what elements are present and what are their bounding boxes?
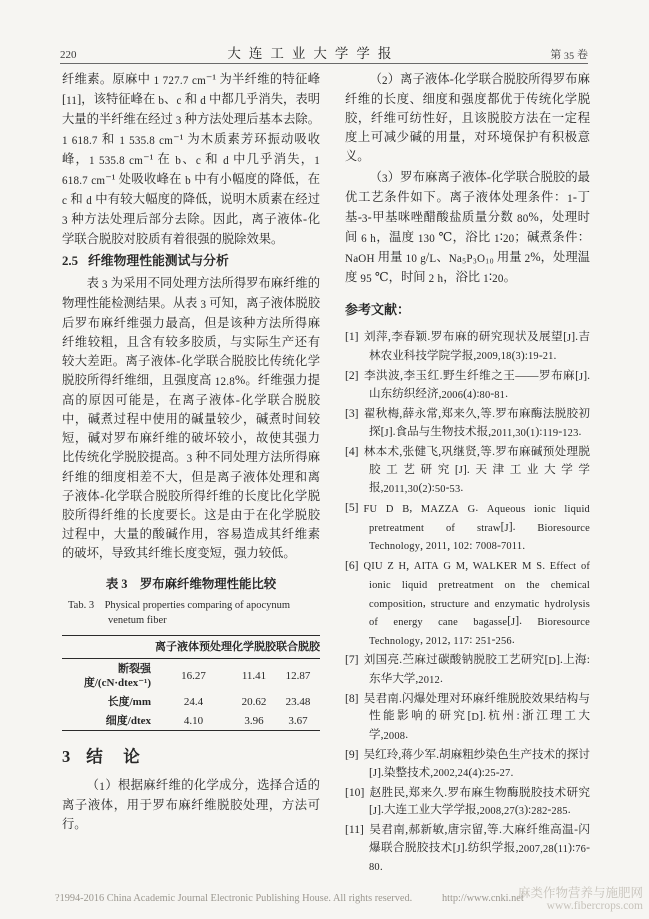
body-paragraph: 纤维素。原麻中 1 727.7 cm⁻¹ 为半纤维的特征峰[11]，该特征峰在 b、c 和 d 中都几乎消失，表明大量的半纤维在经过 3 种方法处理后基本去除。1 618.7 和 1 535.8 cm⁻¹ 为木质素芳环振动吸收峰，1 535.8 cm⁻¹ 在 b、c 和 d 中几乎消失，1 618.7 cm⁻¹ 处吸收峰在 b 中有小幅度的降低，在 c 和 d 中有较大幅度的降低，说明木质素在经过 3 种方法处理后部分去除。因此，离子液体-化学联合脱胶对胶质有着很强的脱除效果。 bbox=[62, 72, 321, 246]
reference-item bbox=[345, 651, 590, 688]
section-heading-2-5 bbox=[62, 252, 320, 271]
reference-item bbox=[345, 690, 590, 745]
reference-label: [11] bbox=[345, 823, 364, 837]
cell-value: 20.62 bbox=[241, 695, 267, 708]
reference-text: 林本术,张健飞,巩继贤,等.罗布麻碱预处理脱胶工艺研究[J].天津工业大学学报,2011,30(2):50-53. bbox=[363, 445, 590, 496]
cell-value: 11.41 bbox=[241, 669, 267, 682]
row-label: 长度/mm bbox=[107, 695, 151, 708]
cell-value: 24.4 bbox=[183, 695, 204, 708]
section-title: 结 论 bbox=[86, 747, 142, 766]
left-column bbox=[62, 70, 320, 836]
reference-item bbox=[345, 328, 590, 365]
table-caption-en: Tab. 3 Physical properties comparing of apocynum venetum fiber bbox=[68, 600, 291, 626]
reference-label: [6] bbox=[345, 558, 359, 572]
table-header-combined: 联合脱胶 bbox=[276, 641, 320, 653]
physical-properties-table bbox=[62, 635, 320, 731]
cell-value: 16.27 bbox=[181, 669, 206, 682]
cell-value: 3.96 bbox=[244, 714, 264, 727]
reference-text: 赵胜民,郑来久.罗布麻生物酶脱胶技术研究[J].大连工业大学学报,2008,27(3):282-285. bbox=[369, 785, 590, 818]
conclusion-paragraph-2: （2）离子液体-化学联合脱胶所得罗布麻纤维的长度、细度和强度都优于传统化学脱胶，纤维可纺性好，且该脱胶方法在一定程度上可减少碱的用量，对环境保护有积极意义。 bbox=[345, 72, 590, 163]
reference-text: 刘萍,李春颖.罗布麻的研究现状及展望[J].吉林农业科技学院学报,2009,18(3):19-21. bbox=[363, 330, 590, 363]
references-heading: 参考文献： bbox=[345, 302, 411, 317]
reference-label: [3] bbox=[345, 407, 359, 421]
reference-item bbox=[345, 557, 590, 650]
body-paragraph: 表 3 为采用不同处理方法所得罗布麻纤维的物理性能检测结果。从表 3 可知，离子液体脱胶后罗布麻纤维强力最高，但是该种方法所得麻纤维较粗，且含有较多胶质，与实际生产还有较大差距。离子液体-化学联合脱胶比传统化学脱胶所得纤维细，且强度高 12.8%。纤维强力提高的原因可能是，在离子液体-化学联合脱胶中，碱煮过程中使用的碱量较少，碱煮时间较短，碱对罗布麻纤维的破坏较小，故使其强力比传统化学脱胶提高。3 种不同处理方法所得麻纤维的细度相差不大，但是离子液体处理和离子液体-化学联合脱胶所得纤维的长度比化学脱胶所得纤维的长度要长。这是由于在化学脱胶过程中，大量的酸碱作用，容易造成其纤维素的破坏，导致其纤维长度变短，强力较低。 bbox=[62, 276, 321, 560]
section-number: 2.5 bbox=[62, 254, 78, 268]
right-column bbox=[345, 70, 590, 878]
copyright-text: ?1994-2016 China Academic Journal Electronic Publishing House. All rights reserved. bbox=[55, 893, 413, 904]
cell-value: 3.67 bbox=[288, 714, 308, 727]
table-header-chemical: 化学脱胶 bbox=[232, 641, 276, 653]
table-header-ionic-liquid: 离子液体预处理 bbox=[155, 641, 232, 653]
reference-item bbox=[345, 784, 590, 820]
reference-label: [7] bbox=[345, 653, 359, 667]
reference-text: 刘国亮.苎麻过碳酸钠脱胶工艺研究[D].上海:东华大学,2012. bbox=[363, 653, 590, 686]
reference-text: 李洪波,李玉红.野生纤维之王——罗布麻[J].山东纺织经济,2006(4):80-81. bbox=[363, 368, 590, 402]
reference-text: 吴君南.闪爆处理对环麻纤维脱胶效果结构与性能影响的研究[D].杭州:浙江理工大学,2008. bbox=[363, 691, 590, 742]
reference-label: [4] bbox=[345, 445, 359, 459]
page-number: 220 bbox=[60, 49, 77, 61]
reference-label: [9] bbox=[345, 748, 359, 762]
section-title: 纤维物理性能测试与分析 bbox=[88, 254, 229, 268]
section-heading-3 bbox=[62, 747, 320, 766]
page-header bbox=[60, 42, 588, 62]
reference-item bbox=[345, 821, 590, 876]
reference-label: [10] bbox=[345, 785, 365, 799]
reference-text: FU D B, MAZZA G. Aqueous ionic liquid pretreatment of straw[J]. Bioresource Technology, 2011, 102: 7008-7011. bbox=[363, 501, 590, 553]
table-row bbox=[62, 659, 320, 693]
reference-item bbox=[345, 499, 590, 555]
journal-title: 大连工业大学学报 bbox=[227, 46, 400, 61]
reference-label: [5] bbox=[345, 501, 359, 515]
table-caption-cn: 表 3 罗布麻纤维物理性能比较 bbox=[105, 577, 277, 591]
reference-item bbox=[345, 405, 590, 441]
reference-text: QIU Z H, AITA G M, WALKER M S. Effect of ionic liquid pretreatment on the chemical composition, structure and enzymatic hydrolysis of energy cane bagasse[J]. Bioresource Technology, 2012, 117: 251-256. bbox=[363, 558, 591, 647]
cnki-url: http://www.cnki.net bbox=[442, 893, 524, 904]
reference-item bbox=[345, 443, 590, 498]
table-header-row bbox=[62, 636, 320, 659]
reference-label: [8] bbox=[345, 691, 359, 705]
table-header-empty bbox=[62, 636, 155, 659]
table-row bbox=[62, 711, 320, 731]
watermark bbox=[518, 886, 643, 913]
conclusion-paragraph-1: （1）根据麻纤维的化学成分，选择合适的离子液体，用于罗布麻纤维脱胶处理，方法可行。 bbox=[62, 778, 320, 831]
reference-item bbox=[345, 367, 590, 404]
reference-item bbox=[345, 746, 590, 782]
reference-text: 吴君南,郝新敏,唐宗留,等.大麻纤维高温-闪爆联合脱胶技术[J].纺织学报,2007,28(11):76-80. bbox=[368, 823, 590, 874]
conclusion-paragraph-3: （3）罗布麻离子液体-化学联合脱胶的最优工艺条件如下。离子液体处理条件：1-丁基-3-甲基咪唑醋酸盐质量分数 80%，处理时间 6 h，温度 130 ℃，浴比 1∶20；碱煮条件：NaOH 用量 10 g/L、Na₅P₃O₁₀ 用量 2%，处理温度 95 ℃，时间 2 h，浴比 1∶20。 bbox=[345, 170, 591, 285]
watermark-site-url: www.fibercrops.com bbox=[546, 900, 643, 912]
row-label: 断裂强度/(cN·dtex⁻¹) bbox=[83, 662, 151, 689]
reference-label: [2] bbox=[345, 368, 359, 382]
cell-value: 12.87 bbox=[285, 669, 311, 682]
volume-label: 第 35 卷 bbox=[550, 49, 588, 62]
reference-text: 翟秋梅,薛永常,郑来久,等.罗布麻酶法脱胶初探[J].食品与生物技术报,2011,30(1):119-123. bbox=[363, 407, 590, 439]
cell-value: 23.48 bbox=[285, 695, 311, 708]
watermark-site-name: 麻类作物营养与施肥网 bbox=[517, 886, 643, 900]
reference-text: 吴红玲,蒋少军.胡麻粗纱染色生产技术的探讨[J].染整技术,2002,24(4):25-27. bbox=[363, 748, 590, 780]
cell-value: 4.10 bbox=[183, 714, 204, 727]
row-label: 细度/dtex bbox=[105, 714, 151, 727]
table-row bbox=[62, 692, 320, 711]
header-rule bbox=[60, 63, 588, 64]
section-number: 3 bbox=[62, 747, 71, 766]
reference-label: [1] bbox=[345, 330, 359, 343]
